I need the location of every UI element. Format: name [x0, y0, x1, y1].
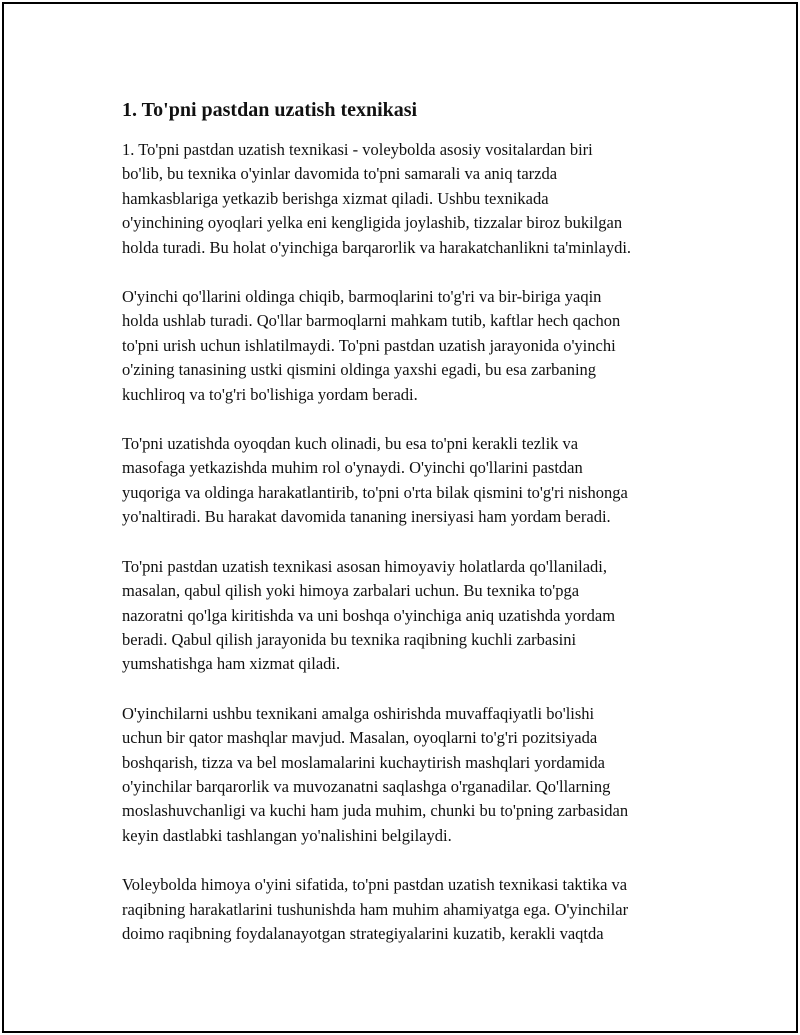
paragraph-5: [122, 702, 697, 848]
paragraph-line: holda turadi. Bu holat o'yinchiga barqarorlik va harakatchanlikni ta'minlaydi.: [122, 237, 632, 257]
paragraph-line: uchun bir qator mashqlar mavjud. Masalan, oyoqlarni to'g'ri pozitsiyada: [122, 728, 598, 748]
paragraph-line: to'pni urish uchun ishlatilmaydi. To'pni pastdan uzatish jarayonida o'yinchi: [122, 335, 616, 355]
paragraph-line: raqibning harakatlarini tushunishda ham muhim ahamiyatga ega. O'yinchilar: [122, 899, 629, 919]
paragraph-line: Voleybolda himoya o'yini sifatida, to'pni pastdan uzatish texnikasi taktika va: [122, 875, 628, 895]
paragraph-line: nazoratni qo'lga kiritishda va uni boshqa o'yinchiga aniq uzatishda yordam: [122, 605, 616, 625]
paragraph-line: O'yinchilarni ushbu texnikani amalga oshirishda muvaffaqiyatli bo'lishi: [122, 703, 595, 723]
paragraph-line: To'pni pastdan uzatish texnikasi asosan himoyaviy holatlarda qo'llaniladi,: [122, 556, 608, 576]
paragraph-line: bo'lib, bu texnika o'yinlar davomida to'pni samarali va aniq tarzda: [122, 164, 558, 184]
paragraph-2: [122, 285, 697, 407]
paragraph-line: o'zining tanasining ustki qismini oldinga yaxshi egadi, bu esa zarbaning: [122, 360, 597, 380]
paragraph-line: boshqarish, tizza va bel moslamalarini kuchaytirish mashqlari yordamida: [122, 752, 605, 772]
paragraph-line: yumshatishga ham xizmat qiladi.: [122, 654, 341, 674]
paragraph-line: holda ushlab turadi. Qo'llar barmoqlarni mahkam tutib, kaftlar hech qachon: [122, 311, 621, 331]
paragraph-6: [122, 873, 697, 946]
paragraph-line: beradi. Qabul qilish jarayonida bu texnika raqibning kuchli zarbasini: [122, 629, 577, 649]
paragraph-line: masofaga yetkazishda muhim rol o'ynaydi. O'yinchi qo'llarini pastdan: [122, 458, 583, 478]
paragraph-line: moslashuvchanligi va kuchi ham juda muhim, chunki bu to'pning zarbasidan: [122, 801, 629, 821]
paragraph-line: masalan, qabul qilish yoki himoya zarbalari uchun. Bu texnika to'pga: [122, 581, 580, 601]
paragraph-line: yuqoriga va oldinga harakatlantirib, to'pni o'rta bilak qismini to'g'ri nishonga: [122, 482, 628, 502]
paragraph-4: [122, 555, 697, 677]
paragraph-line: To'pni uzatishda oyoqdan kuch olinadi, bu esa to'pni kerakli tezlik va: [122, 434, 579, 454]
paragraph-line: keyin dastlabki tashlangan yo'nalishini belgilaydi.: [122, 825, 452, 845]
paragraph-line: o'yinchilar barqarorlik va muvozanatni saqlashga o'rganadilar. Qo'llarning: [122, 776, 611, 796]
document-body: [122, 94, 697, 971]
paragraph-line: doimo raqibning foydalanayotgan strategiyalarini kuzatib, kerakli vaqtda: [122, 923, 604, 943]
paragraph-line: o'yinchining oyoqlari yelka eni kengligida joylashib, tizzalar biroz bukilgan: [122, 213, 623, 233]
paragraph-line: yo'naltiradi. Bu harakat davomida tananing inersiyasi ham yordam beradi.: [122, 507, 611, 527]
paragraph-line: 1. To'pni pastdan uzatish texnikasi - voleybolda asosiy vositalardan biri: [122, 140, 593, 159]
section-heading: 1. To'pni pastdan uzatish texnikasi: [122, 99, 418, 121]
paragraph-1: [122, 138, 697, 260]
paragraph-line: O'yinchi qo'llarini oldinga chiqib, barmoqlarini to'g'ri va bir-biriga yaqin: [122, 287, 602, 307]
page-frame: [2, 2, 798, 1033]
paragraph-line: kuchliroq va to'g'ri bo'lishiga yordam beradi.: [122, 384, 418, 404]
paragraph-line: hamkasblariga yetkazib berishga xizmat qiladi. Ushbu texnikada: [122, 188, 549, 208]
paragraph-3: [122, 432, 697, 530]
